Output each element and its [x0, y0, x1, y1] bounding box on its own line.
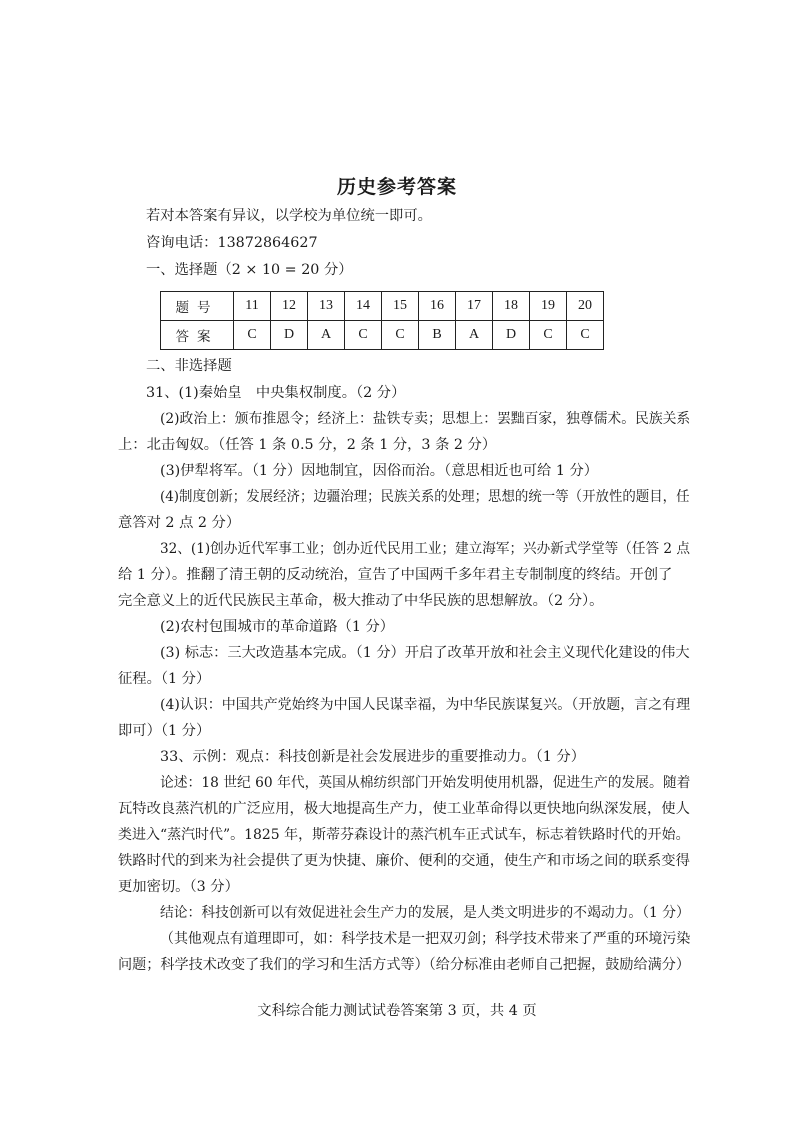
answer-cell: C	[345, 321, 382, 350]
answer-line: 征程。（1 分）	[118, 671, 211, 687]
answer-line: 31、(1)秦始皇 中央集权制度。（2 分）	[146, 385, 406, 401]
answer-line: (3) 标志：三大改造基本完成。（1 分）开启了改革开放和社会主义现代化建设的伟大	[160, 645, 690, 661]
answer-line: 33、示例：观点：科技创新是社会发展进步的重要推动力。（1 分）	[160, 749, 585, 765]
page-footer: 文科综合能力测试试卷答案第 3 页，共 4 页	[257, 1003, 537, 1019]
answer-cell: C	[382, 321, 419, 350]
answer-line: (2)农村包围城市的革命道路（1 分）	[160, 619, 395, 635]
answer-cell: D	[271, 321, 308, 350]
question-number-cell: 17	[456, 292, 493, 321]
answer-cell: C	[234, 321, 271, 350]
answer-cell: A	[456, 321, 493, 350]
row-label-number: 题号	[161, 292, 234, 321]
answer-line: (4)认识：中国共产党始终为中国人民谋幸福，为中华民族谋复兴。（开放题，言之有理	[160, 697, 691, 713]
answer-cell: B	[419, 321, 456, 350]
answer-line: 更加密切。（3 分）	[118, 879, 239, 895]
answer-line: 问题；科学技术改变了我们的学习和生活方式等）（给分标准由老师自己把握，鼓励给满分）	[118, 957, 691, 973]
question-number-cell: 20	[567, 292, 604, 321]
question-number-cell: 13	[308, 292, 345, 321]
question-number-cell: 15	[382, 292, 419, 321]
answer-cell: D	[493, 321, 530, 350]
question-number-cell: 16	[419, 292, 456, 321]
answer-line: (2)政治上：颁布推恩令；经济上：盐铁专卖；思想上：罢黜百家，独尊儒术。民族关系	[160, 411, 691, 427]
answer-line: (3)伊犁将军。（1 分）因地制宜，因俗而治。（意思相近也可给 1 分）	[160, 463, 599, 479]
answer-line: （其他观点有道理即可，如：科学技术是一把双刃剑；科学技术带来了严重的环境污染	[160, 931, 691, 947]
answer-line: 即可）（1 分）	[118, 723, 211, 739]
question-number-cell: 11	[234, 292, 271, 321]
answer-line: 意答对 2 点 2 分）	[118, 515, 241, 531]
answer-row	[161, 321, 604, 350]
row-label-answer: 答案	[161, 321, 234, 350]
section2-heading: 二、非选择题	[146, 358, 232, 374]
objection-note: 若对本答案有异议，以学校为单位统一即可。	[146, 208, 432, 224]
answer-line: 类进入“蒸汽时代”。1825 年，斯蒂芬森设计的蒸汽机车正式试车，标志着铁路时代的开始。	[118, 827, 690, 843]
question-number-cell: 18	[493, 292, 530, 321]
answer-line: (4)制度创新；发展经济；边疆治理；民族关系的处理；思想的统一等（开放性的题目，任	[160, 489, 690, 505]
answer-line: 论述：18 世纪 60 年代，英国从棉纺织部门开始发明使用机器，促进生产的发展。随着	[160, 775, 691, 791]
answer-table	[160, 291, 604, 350]
answer-cell: C	[567, 321, 604, 350]
answer-cell: A	[308, 321, 345, 350]
answer-line: 32、(1)创办近代军事工业；创办近代民用工业；建立海军；兴办新式学堂等（任答 2 点	[160, 541, 691, 557]
answer-cell: C	[530, 321, 567, 350]
answer-line: 铁路时代的到来为社会提供了更为快捷、廉价、便利的交通，使生产和市场之间的联系变得	[118, 853, 690, 869]
answer-line: 瓦特改良蒸汽机的广泛应用，极大地提高生产力，使工业革命得以更快地向纵深发展，使人	[118, 801, 690, 817]
answer-line: 完全意义上的近代民族民主革命，极大推动了中华民族的思想解放。（2 分）。	[118, 593, 604, 609]
question-number-cell: 19	[530, 292, 567, 321]
question-number-cell: 12	[271, 292, 308, 321]
answer-line: 上：北击匈奴。（任答 1 条 0.5 分，2 条 1 分，3 条 2 分）	[118, 437, 497, 453]
answer-line: 给 1 分）。推翻了清王朝的反动统治，宣告了中国两千多年君主专制制度的终结。开创了	[118, 567, 673, 583]
question-number-row	[161, 292, 604, 321]
phone-line: 咨询电话：13872864627	[146, 235, 318, 251]
answer-line: 结论：科技创新可以有效促进社会生产力的发展，是人类文明进步的不竭动力。（1 分）	[160, 905, 690, 921]
page-title: 历史参考答案	[336, 176, 457, 198]
section1-heading: 一、选择题（2 × 10 = 20 分）	[146, 262, 353, 278]
question-number-cell: 14	[345, 292, 382, 321]
